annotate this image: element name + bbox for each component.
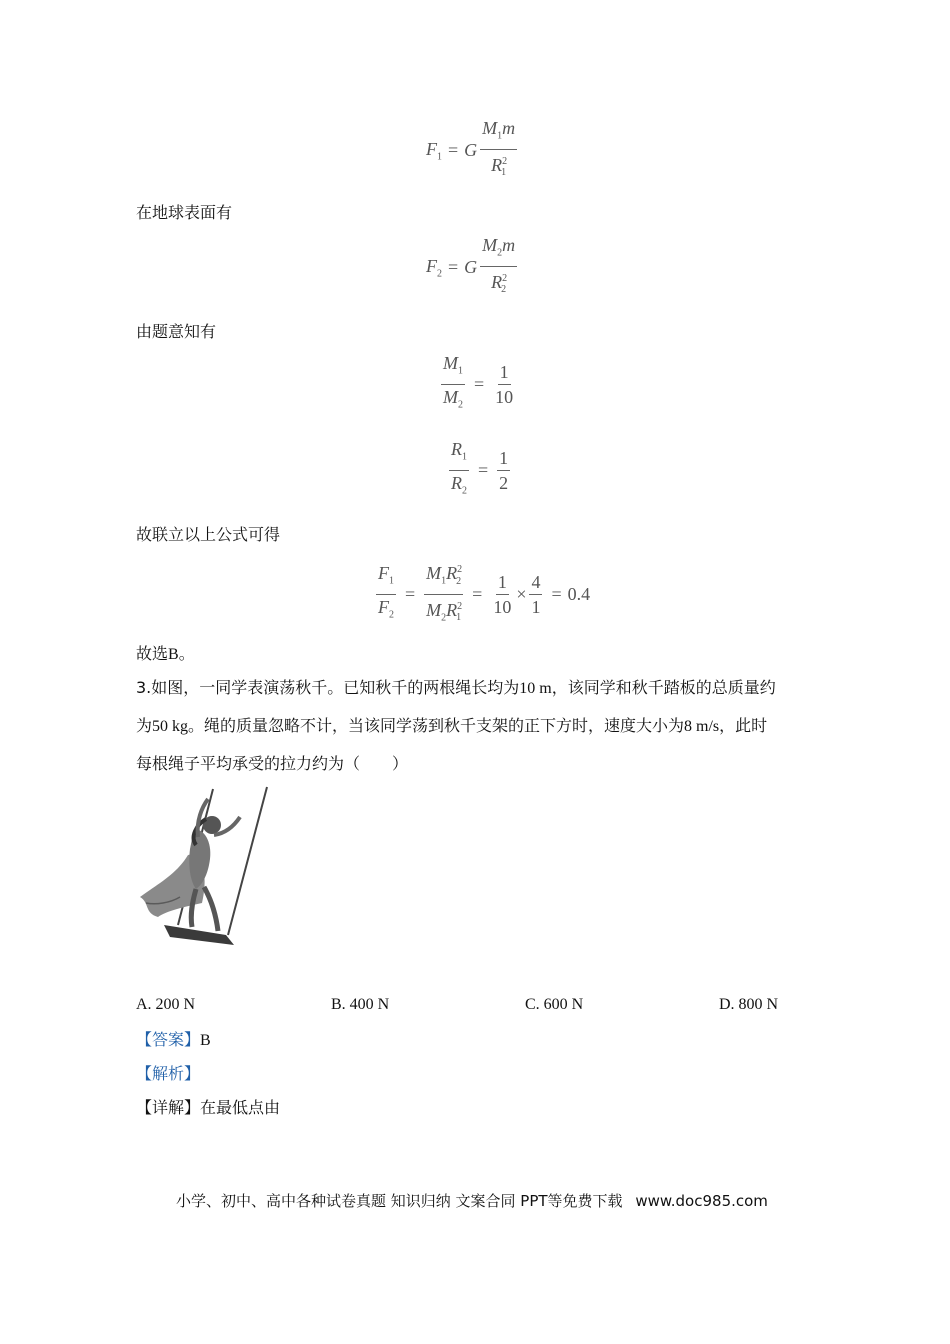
option-a: A. 200 N <box>136 996 196 1013</box>
question-3-line-1: 3.如图，一同学表演荡秋千。已知秋千的两根绳长均为10 m，该同学和秋千踏板的总质量约 <box>136 678 776 697</box>
formula-f2: $F_2$ = G $\frac{M_2m}{R^2_2}$ <box>426 235 516 296</box>
detail-line: 【详解】在最低点由 <box>136 1098 281 1117</box>
formula-radius-ratio: $\frac{R_1}{R_2}$ = $\frac{1}{2}$ <box>451 439 509 497</box>
from-question-text: 由题意知有 <box>136 322 217 341</box>
option-d: D. 800 N <box>719 996 779 1013</box>
footer-url[interactable]: www.doc985.com <box>635 1192 768 1210</box>
question-3-line-2: 为50 kg。绳的质量忽略不计，当该同学荡到秋千支架的正下方时，速度大小为8 m/s，此时 <box>136 716 768 735</box>
footer <box>176 1190 768 1211</box>
choose-answer-text: 故选B。 <box>136 644 195 663</box>
earth-surface-text: 在地球表面有 <box>136 203 233 222</box>
swing-girl-illustration <box>136 785 276 955</box>
footer-text: 小学、初中、高中各种试卷真题 知识归纳 文案合同 PPT等免费下载 <box>176 1192 623 1210</box>
analysis-heading: 【解析】 <box>136 1064 201 1083</box>
combine-text: 故联立以上公式可得 <box>136 525 281 544</box>
formula-final: $\frac{F_1}{F_2}$ = $\frac{M_1R^2_2}{M_2R^2_1}$ = $\frac{1}{10}$ × $\frac{4}{1}$ = 0.4 <box>373 560 590 628</box>
question-3-line-3: 每根绳子平均承受的拉力约为（ ） <box>136 754 409 773</box>
answer-line: 【答案】B <box>136 1030 211 1049</box>
formula-f1: $F_1$ = G $\frac{M_1m}{R^2_1}$ <box>426 118 516 179</box>
option-b: B. 400 N <box>331 996 390 1013</box>
formula-mass-ratio: $\frac{M_1}{M_2}$ = $\frac{1}{10}$ <box>443 353 514 411</box>
option-c: C. 600 N <box>525 996 584 1013</box>
